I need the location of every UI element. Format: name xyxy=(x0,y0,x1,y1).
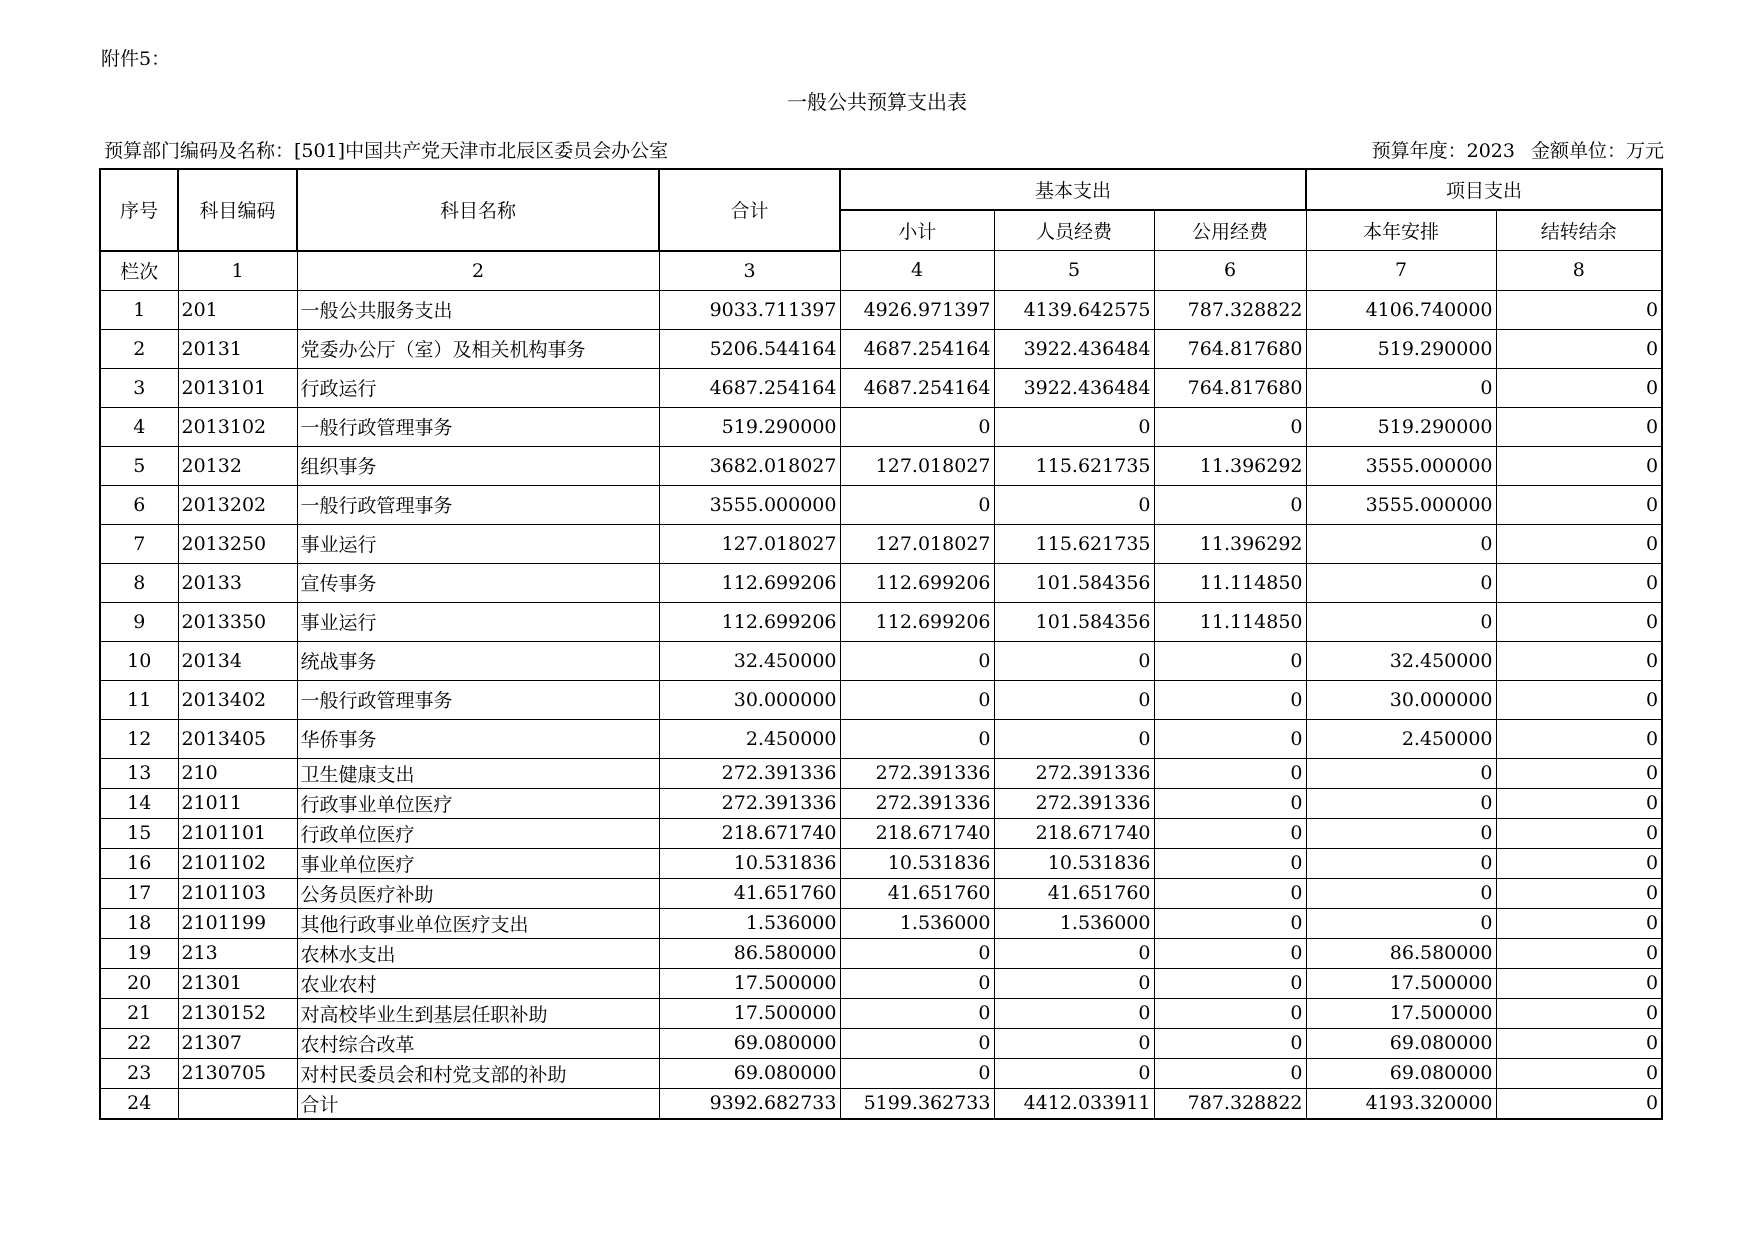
cell-carryover: 0 xyxy=(1496,446,1662,485)
cell-code: 2101103 xyxy=(178,878,297,908)
cell-personnel: 218.671740 xyxy=(994,818,1154,848)
cell-public: 764.817680 xyxy=(1154,329,1306,368)
cell-name: 卫生健康支出 xyxy=(297,758,659,788)
cell-carryover: 0 xyxy=(1496,407,1662,446)
table-row xyxy=(100,602,1662,641)
cell-public: 0 xyxy=(1154,485,1306,524)
cell-total: 272.391336 xyxy=(659,788,840,818)
cell-current-year: 2.450000 xyxy=(1306,719,1496,758)
cell-personnel: 41.651760 xyxy=(994,878,1154,908)
table-row xyxy=(100,446,1662,485)
cell-current-year: 519.290000 xyxy=(1306,407,1496,446)
budget-table xyxy=(99,168,1663,1120)
cell-carryover: 0 xyxy=(1496,1028,1662,1058)
cell-personnel: 0 xyxy=(994,968,1154,998)
cell-public: 0 xyxy=(1154,407,1306,446)
cell-total: 9033.711397 xyxy=(659,290,840,329)
table-row xyxy=(100,407,1662,446)
header-code: 科目编码 xyxy=(178,169,297,251)
column-number: 1 xyxy=(178,251,297,291)
cell-code: 2013405 xyxy=(178,719,297,758)
cell-carryover: 0 xyxy=(1496,818,1662,848)
cell-name: 事业运行 xyxy=(297,524,659,563)
cell-subtotal: 0 xyxy=(840,1058,994,1088)
cell-personnel: 4139.642575 xyxy=(994,290,1154,329)
cell-current-year: 0 xyxy=(1306,563,1496,602)
attachment-label: 附件5： xyxy=(101,48,171,70)
cell-public: 764.817680 xyxy=(1154,368,1306,407)
cell-seq: 6 xyxy=(100,485,178,524)
cell-subtotal: 0 xyxy=(840,719,994,758)
table-row xyxy=(100,818,1662,848)
cell-seq: 10 xyxy=(100,641,178,680)
cell-code: 2013202 xyxy=(178,485,297,524)
table-row xyxy=(100,329,1662,368)
cell-subtotal: 10.531836 xyxy=(840,848,994,878)
cell-current-year: 0 xyxy=(1306,878,1496,908)
cell-public: 0 xyxy=(1154,998,1306,1028)
cell-personnel: 1.536000 xyxy=(994,908,1154,938)
cell-code: 20133 xyxy=(178,563,297,602)
cell-current-year: 0 xyxy=(1306,788,1496,818)
cell-carryover: 0 xyxy=(1496,641,1662,680)
table-row xyxy=(100,524,1662,563)
cell-personnel: 0 xyxy=(994,719,1154,758)
header-name: 科目名称 xyxy=(297,169,659,251)
cell-name: 农业农村 xyxy=(297,968,659,998)
cell-total: 272.391336 xyxy=(659,758,840,788)
cell-seq: 9 xyxy=(100,602,178,641)
header-basic: 基本支出 xyxy=(840,169,1306,210)
column-number: 栏次 xyxy=(100,251,178,291)
header-public: 公用经费 xyxy=(1154,210,1306,251)
cell-subtotal: 5199.362733 xyxy=(840,1088,994,1119)
cell-subtotal: 41.651760 xyxy=(840,878,994,908)
column-number: 6 xyxy=(1154,251,1306,291)
cell-seq: 23 xyxy=(100,1058,178,1088)
cell-public: 787.328822 xyxy=(1154,1088,1306,1119)
cell-seq: 5 xyxy=(100,446,178,485)
cell-current-year: 69.080000 xyxy=(1306,1058,1496,1088)
cell-carryover: 0 xyxy=(1496,908,1662,938)
cell-code: 2013102 xyxy=(178,407,297,446)
cell-carryover: 0 xyxy=(1496,524,1662,563)
cell-public: 0 xyxy=(1154,1028,1306,1058)
cell-current-year: 0 xyxy=(1306,848,1496,878)
cell-current-year: 519.290000 xyxy=(1306,329,1496,368)
column-number: 4 xyxy=(840,251,994,291)
cell-subtotal: 0 xyxy=(840,641,994,680)
cell-total: 9392.682733 xyxy=(659,1088,840,1119)
table-row xyxy=(100,938,1662,968)
cell-name: 行政运行 xyxy=(297,368,659,407)
cell-seq: 8 xyxy=(100,563,178,602)
cell-name: 农村综合改革 xyxy=(297,1028,659,1058)
cell-seq: 21 xyxy=(100,998,178,1028)
cell-public: 0 xyxy=(1154,818,1306,848)
cell-carryover: 0 xyxy=(1496,485,1662,524)
cell-subtotal: 0 xyxy=(840,680,994,719)
cell-name: 一般公共服务支出 xyxy=(297,290,659,329)
column-number: 3 xyxy=(659,251,840,291)
cell-current-year: 0 xyxy=(1306,524,1496,563)
cell-carryover: 0 xyxy=(1496,1058,1662,1088)
table-body xyxy=(100,290,1662,1119)
cell-name: 一般行政管理事务 xyxy=(297,407,659,446)
table-row xyxy=(100,1028,1662,1058)
table-row xyxy=(100,563,1662,602)
header-project: 项目支出 xyxy=(1306,169,1662,210)
page-title: 一般公共预算支出表 xyxy=(787,90,967,114)
cell-seq: 18 xyxy=(100,908,178,938)
table-row xyxy=(100,908,1662,938)
cell-code: 2101199 xyxy=(178,908,297,938)
cell-personnel: 0 xyxy=(994,680,1154,719)
cell-subtotal: 112.699206 xyxy=(840,563,994,602)
cell-personnel: 115.621735 xyxy=(994,524,1154,563)
cell-total: 218.671740 xyxy=(659,818,840,848)
cell-public: 11.396292 xyxy=(1154,446,1306,485)
cell-name: 公务员医疗补助 xyxy=(297,878,659,908)
table-row xyxy=(100,719,1662,758)
column-number: 7 xyxy=(1306,251,1496,291)
cell-current-year: 30.000000 xyxy=(1306,680,1496,719)
cell-personnel: 272.391336 xyxy=(994,758,1154,788)
cell-carryover: 0 xyxy=(1496,368,1662,407)
cell-public: 0 xyxy=(1154,848,1306,878)
cell-public: 0 xyxy=(1154,719,1306,758)
header-seq: 序号 xyxy=(100,169,178,251)
cell-current-year: 0 xyxy=(1306,602,1496,641)
cell-subtotal: 0 xyxy=(840,968,994,998)
cell-total: 41.651760 xyxy=(659,878,840,908)
cell-current-year: 4193.320000 xyxy=(1306,1088,1496,1119)
cell-personnel: 0 xyxy=(994,938,1154,968)
cell-public: 0 xyxy=(1154,680,1306,719)
cell-personnel: 101.584356 xyxy=(994,563,1154,602)
cell-total: 86.580000 xyxy=(659,938,840,968)
header-current-year: 本年安排 xyxy=(1306,210,1496,251)
cell-code xyxy=(178,1088,297,1119)
cell-public: 0 xyxy=(1154,758,1306,788)
cell-current-year: 0 xyxy=(1306,368,1496,407)
cell-total: 17.500000 xyxy=(659,968,840,998)
cell-name: 党委办公厅（室）及相关机构事务 xyxy=(297,329,659,368)
cell-seq: 22 xyxy=(100,1028,178,1058)
cell-name: 事业单位医疗 xyxy=(297,848,659,878)
cell-carryover: 0 xyxy=(1496,848,1662,878)
cell-carryover: 0 xyxy=(1496,290,1662,329)
cell-name: 合计 xyxy=(297,1088,659,1119)
cell-subtotal: 0 xyxy=(840,485,994,524)
cell-total: 3682.018027 xyxy=(659,446,840,485)
cell-code: 20134 xyxy=(178,641,297,680)
cell-name: 其他行政事业单位医疗支出 xyxy=(297,908,659,938)
cell-total: 30.000000 xyxy=(659,680,840,719)
cell-name: 事业运行 xyxy=(297,602,659,641)
cell-total: 17.500000 xyxy=(659,998,840,1028)
table-row xyxy=(100,998,1662,1028)
cell-personnel: 3922.436484 xyxy=(994,329,1154,368)
cell-name: 农林水支出 xyxy=(297,938,659,968)
cell-current-year: 32.450000 xyxy=(1306,641,1496,680)
cell-code: 2013402 xyxy=(178,680,297,719)
table-row xyxy=(100,1058,1662,1088)
cell-current-year: 0 xyxy=(1306,758,1496,788)
table-row xyxy=(100,680,1662,719)
table-row xyxy=(100,1088,1662,1119)
cell-personnel: 0 xyxy=(994,1028,1154,1058)
budget-meta xyxy=(1372,136,1664,163)
cell-carryover: 0 xyxy=(1496,329,1662,368)
cell-code: 21307 xyxy=(178,1028,297,1058)
cell-code: 20131 xyxy=(178,329,297,368)
cell-subtotal: 4926.971397 xyxy=(840,290,994,329)
cell-carryover: 0 xyxy=(1496,758,1662,788)
cell-code: 2013101 xyxy=(178,368,297,407)
cell-current-year: 17.500000 xyxy=(1306,998,1496,1028)
cell-code: 213 xyxy=(178,938,297,968)
cell-name: 华侨事务 xyxy=(297,719,659,758)
column-number: 8 xyxy=(1496,251,1662,291)
cell-total: 519.290000 xyxy=(659,407,840,446)
table-row xyxy=(100,788,1662,818)
table-row xyxy=(100,290,1662,329)
header-total: 合计 xyxy=(659,169,840,251)
cell-current-year: 17.500000 xyxy=(1306,968,1496,998)
cell-subtotal: 0 xyxy=(840,998,994,1028)
cell-subtotal: 0 xyxy=(840,1028,994,1058)
cell-current-year: 3555.000000 xyxy=(1306,485,1496,524)
cell-carryover: 0 xyxy=(1496,602,1662,641)
cell-seq: 7 xyxy=(100,524,178,563)
cell-public: 0 xyxy=(1154,788,1306,818)
cell-code: 2130152 xyxy=(178,998,297,1028)
cell-total: 1.536000 xyxy=(659,908,840,938)
cell-total: 69.080000 xyxy=(659,1028,840,1058)
cell-current-year: 4106.740000 xyxy=(1306,290,1496,329)
cell-public: 0 xyxy=(1154,641,1306,680)
cell-carryover: 0 xyxy=(1496,788,1662,818)
cell-name: 统战事务 xyxy=(297,641,659,680)
cell-current-year: 3555.000000 xyxy=(1306,446,1496,485)
cell-code: 21301 xyxy=(178,968,297,998)
cell-personnel: 4412.033911 xyxy=(994,1088,1154,1119)
cell-total: 69.080000 xyxy=(659,1058,840,1088)
cell-code: 2130705 xyxy=(178,1058,297,1088)
budget-year: 预算年度：2023 xyxy=(1371,140,1515,162)
cell-personnel: 10.531836 xyxy=(994,848,1154,878)
table-row xyxy=(100,968,1662,998)
table-header xyxy=(100,169,1662,290)
cell-code: 20132 xyxy=(178,446,297,485)
cell-seq: 4 xyxy=(100,407,178,446)
cell-code: 21011 xyxy=(178,788,297,818)
cell-seq: 2 xyxy=(100,329,178,368)
cell-name: 对村民委员会和村党支部的补助 xyxy=(297,1058,659,1088)
cell-total: 112.699206 xyxy=(659,602,840,641)
cell-carryover: 0 xyxy=(1496,719,1662,758)
cell-total: 112.699206 xyxy=(659,563,840,602)
cell-seq: 11 xyxy=(100,680,178,719)
cell-personnel: 3922.436484 xyxy=(994,368,1154,407)
cell-subtotal: 272.391336 xyxy=(840,788,994,818)
cell-code: 201 xyxy=(178,290,297,329)
cell-code: 210 xyxy=(178,758,297,788)
cell-subtotal: 127.018027 xyxy=(840,524,994,563)
cell-carryover: 0 xyxy=(1496,938,1662,968)
cell-total: 32.450000 xyxy=(659,641,840,680)
cell-carryover: 0 xyxy=(1496,563,1662,602)
cell-name: 组织事务 xyxy=(297,446,659,485)
cell-subtotal: 272.391336 xyxy=(840,758,994,788)
cell-seq: 20 xyxy=(100,968,178,998)
cell-code: 2101102 xyxy=(178,848,297,878)
cell-total: 2.450000 xyxy=(659,719,840,758)
cell-personnel: 115.621735 xyxy=(994,446,1154,485)
cell-public: 0 xyxy=(1154,968,1306,998)
header-carryover: 结转结余 xyxy=(1496,210,1662,251)
cell-personnel: 0 xyxy=(994,485,1154,524)
department-info: 预算部门编码及名称：[501]中国共产党天津市北辰区委员会办公室 xyxy=(104,140,669,162)
table-row xyxy=(100,485,1662,524)
cell-code: 2101101 xyxy=(178,818,297,848)
cell-total: 4687.254164 xyxy=(659,368,840,407)
header-personnel: 人员经费 xyxy=(994,210,1154,251)
cell-name: 一般行政管理事务 xyxy=(297,485,659,524)
cell-current-year: 0 xyxy=(1306,908,1496,938)
table-row xyxy=(100,878,1662,908)
cell-carryover: 0 xyxy=(1496,998,1662,1028)
cell-total: 5206.544164 xyxy=(659,329,840,368)
cell-seq: 3 xyxy=(100,368,178,407)
cell-public: 11.396292 xyxy=(1154,524,1306,563)
amount-unit: 金额单位：万元 xyxy=(1530,140,1664,162)
cell-personnel: 101.584356 xyxy=(994,602,1154,641)
cell-personnel: 0 xyxy=(994,407,1154,446)
cell-name: 一般行政管理事务 xyxy=(297,680,659,719)
table-row xyxy=(100,848,1662,878)
cell-public: 787.328822 xyxy=(1154,290,1306,329)
cell-personnel: 272.391336 xyxy=(994,788,1154,818)
cell-public: 0 xyxy=(1154,908,1306,938)
cell-name: 宣传事务 xyxy=(297,563,659,602)
cell-carryover: 0 xyxy=(1496,1088,1662,1119)
cell-seq: 16 xyxy=(100,848,178,878)
cell-seq: 13 xyxy=(100,758,178,788)
cell-carryover: 0 xyxy=(1496,878,1662,908)
cell-personnel: 0 xyxy=(994,998,1154,1028)
table-row xyxy=(100,368,1662,407)
cell-name: 行政单位医疗 xyxy=(297,818,659,848)
cell-seq: 12 xyxy=(100,719,178,758)
table-row xyxy=(100,758,1662,788)
table-row xyxy=(100,641,1662,680)
cell-name: 行政事业单位医疗 xyxy=(297,788,659,818)
cell-subtotal: 0 xyxy=(840,407,994,446)
cell-carryover: 0 xyxy=(1496,680,1662,719)
cell-personnel: 0 xyxy=(994,641,1154,680)
cell-public: 0 xyxy=(1154,1058,1306,1088)
cell-public: 0 xyxy=(1154,878,1306,908)
cell-seq: 1 xyxy=(100,290,178,329)
cell-total: 3555.000000 xyxy=(659,485,840,524)
cell-subtotal: 127.018027 xyxy=(840,446,994,485)
cell-current-year: 69.080000 xyxy=(1306,1028,1496,1058)
cell-total: 10.531836 xyxy=(659,848,840,878)
cell-current-year: 0 xyxy=(1306,818,1496,848)
cell-public: 0 xyxy=(1154,938,1306,968)
cell-name: 对高校毕业生到基层任职补助 xyxy=(297,998,659,1028)
header-subtotal: 小计 xyxy=(840,210,994,251)
cell-subtotal: 4687.254164 xyxy=(840,329,994,368)
cell-current-year: 86.580000 xyxy=(1306,938,1496,968)
cell-subtotal: 0 xyxy=(840,938,994,968)
cell-seq: 14 xyxy=(100,788,178,818)
cell-public: 11.114850 xyxy=(1154,563,1306,602)
cell-public: 11.114850 xyxy=(1154,602,1306,641)
cell-code: 2013250 xyxy=(178,524,297,563)
cell-subtotal: 112.699206 xyxy=(840,602,994,641)
cell-subtotal: 4687.254164 xyxy=(840,368,994,407)
cell-subtotal: 1.536000 xyxy=(840,908,994,938)
cell-seq: 24 xyxy=(100,1088,178,1119)
column-number: 2 xyxy=(297,251,659,291)
cell-seq: 15 xyxy=(100,818,178,848)
column-number: 5 xyxy=(994,251,1154,291)
cell-subtotal: 218.671740 xyxy=(840,818,994,848)
cell-total: 127.018027 xyxy=(659,524,840,563)
cell-seq: 19 xyxy=(100,938,178,968)
cell-personnel: 0 xyxy=(994,1058,1154,1088)
cell-code: 2013350 xyxy=(178,602,297,641)
cell-seq: 17 xyxy=(100,878,178,908)
cell-carryover: 0 xyxy=(1496,968,1662,998)
